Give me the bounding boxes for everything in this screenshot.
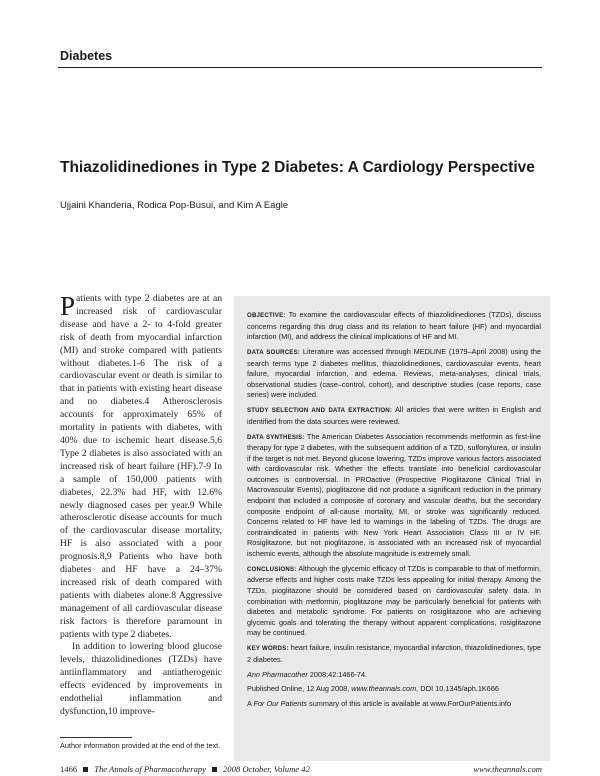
issue-info: 2008 October, Volume 42 (222, 764, 310, 774)
abstract-sources (247, 347, 541, 401)
body-paragraph-1-text: atients with type 2 diabetes are at an increased risk of cardiovascular disease and have a 2- to 4-fold greater risk of death from myocardial infarction (MI) and stroke compared with patients without diabetes.1-6 The risk of a cardiovascular event or death is similar to that in patients with existing heart disease and no diabetes.4 Atherosclerosis accounts for approximately 65% of mortality in patients with diabetes, with 40% due to ischemic heart disease.5,6 Type 2 diabetes is also associated with an increased risk of heart failure (HF).7-9 In a sample of 150,000 patients with diabetes, 22.3% had HF, with 12.6% newly diagnosed cases per year.9 While atherosclerotic disease accounts for much of the cardiovascular disease mortality, HF is also associated with a poor prognosis.8,9 Patients who have both diabetes and HF have a 24–37% increased risk of death compared with patients with diabetes alone.8 Aggressive management of all cardiovascular disease risk factors is therefore paramount in patients with type 2 diabetes. (60, 293, 222, 640)
square-bullet-icon (212, 767, 217, 772)
abstract-keywords (247, 643, 541, 665)
selection-text: All articles that were written in English and identified from the data sources were reviewed. (247, 405, 541, 426)
synthesis-text: The American Diabetes Association recommends metformin as first-line therapy for type 2 diabetes, with the subsequent addition of a TZD, sulfonylurea, or insulin if the target is not met. Beyond glucose lowering, TZDs improve various factors associated with cardiovascular risk. Whether the effects translate into beneficial cardiovascular outcomes is controversial. In PROactive (Prospective Pioglitazone Clinical Trial in Macrovascular Events), pioglitazone did not produce a significant reduction in the primary endpoint that included a composite of coronary and vascular deaths, but the secondary composite endpoint of all-cause mortality, MI, or stroke was significantly reduced. Concerns related to HF have led to warnings in the labeling of TZDs. The drugs are contraindicated in patients with New York Heart Association Class III or IV HF. Rosiglitazone, but not pioglitazone, is associated with an increased risk of myocardial ischemic events, although the absolute magnitude is extremely small. (247, 431, 541, 559)
published-prefix: Published Online, 12 Aug 2008, (247, 684, 352, 694)
page-footer (60, 764, 542, 774)
footer-left (60, 764, 310, 774)
journal-name: The Annals of Pharmacotherapy (94, 764, 206, 774)
drop-cap: P (60, 291, 76, 321)
abstract-citation (247, 670, 541, 681)
synthesis-label: DATA SYNTHESIS: (247, 433, 305, 441)
square-bullet-icon (83, 767, 88, 772)
sources-label: DATA SOURCES: (247, 348, 301, 356)
article-title: Thiazolidinediones in Type 2 Diabetes: A Cardiology Perspective (60, 159, 535, 176)
abstract (247, 310, 541, 714)
page-number: 1466 (60, 764, 78, 774)
body-column (60, 293, 222, 719)
summary-link[interactable]: summary of this article is available at www.ForOurPatients.info (307, 699, 512, 709)
footer-site-link[interactable]: www.theannals.com (473, 764, 542, 774)
section-heading: Diabetes (60, 49, 113, 63)
abstract-selection (247, 405, 541, 427)
selection-label: STUDY SELECTION AND DATA EXTRACTION: (247, 407, 393, 415)
keywords-text: heart failure, insulin resistance, myocardial infarction, thiazolidinediones, type 2 diabetes. (247, 643, 542, 664)
abstract-synthesis (247, 432, 541, 560)
body-paragraph-2: In addition to lowering blood glucose levels, thiazolidinediones (TZDs) have antiinflammatory and antiatherogenic effects evidenced by improvements in endothelial inflammation and dysfunction,10 improve- (60, 641, 222, 717)
summary-prefix: A (247, 699, 254, 709)
abstract-summary (247, 699, 541, 710)
summary-for-our-patients: For Our Patients (253, 699, 308, 709)
objective-label: OBJECTIVE: (247, 312, 286, 319)
abstract-objective (247, 310, 541, 343)
authors: Ujjaini Khanderia, Rodica Pop-Busui, and Kim A Eagle (60, 200, 289, 211)
citation-details: 2008;42:1466-74. (307, 669, 368, 679)
footnote-rule (60, 737, 132, 738)
conclusions-text: Although the glycemic efficacy of TZDs is comparable to that of metformin, adverse effects and higher costs make TZDs less appealing for initial therapy. Among the TZDs, pioglitazone should be considered based on cardiovascular safety data. In combination with metformin, pioglitazone may be particularly beneficial for patients with diabetes and metabolic syndrome. For patients on rosiglitazone who are achieving glycemic goals and tolerating the therapy without apparent complications, rosiglitazone may be continued. (247, 563, 541, 638)
keywords-label: KEY WORDS: (247, 645, 289, 653)
published-site-link[interactable]: www.theannals.com (351, 684, 417, 694)
sources-text: Literature was accessed through MEDLINE (1979–April 2008) using the search terms type 2 diabetes mellitus, thiazolidinediones, cardiovascular events, heart failure, myocardial infarction, and edema. Reviews, meta-analyses, clinical trials, observational studies (case–control, cohort), and descriptive studies (case reports, case series) were included. (247, 346, 541, 400)
abstract-conclusions (247, 564, 541, 639)
body-paragraph-1 (60, 293, 222, 641)
abstract-published (247, 684, 541, 695)
citation-journal: Ann Pharmacother (247, 669, 308, 679)
footnote: Author information provided at the end of the text. (60, 741, 221, 750)
objective-text: To examine the cardiovascular effects of thiazolidinediones (TZDs), discuss concerns regarding this drug class and its relation to heart failure (HF) and myocardial infarction (MI), and address the clinical implications of HF and MI. (247, 310, 541, 342)
section-rule (58, 67, 542, 68)
conclusions-label: CONCLUSIONS: (247, 565, 297, 573)
published-doi: , DOI 10.1345/aph.1K666 (416, 684, 499, 694)
